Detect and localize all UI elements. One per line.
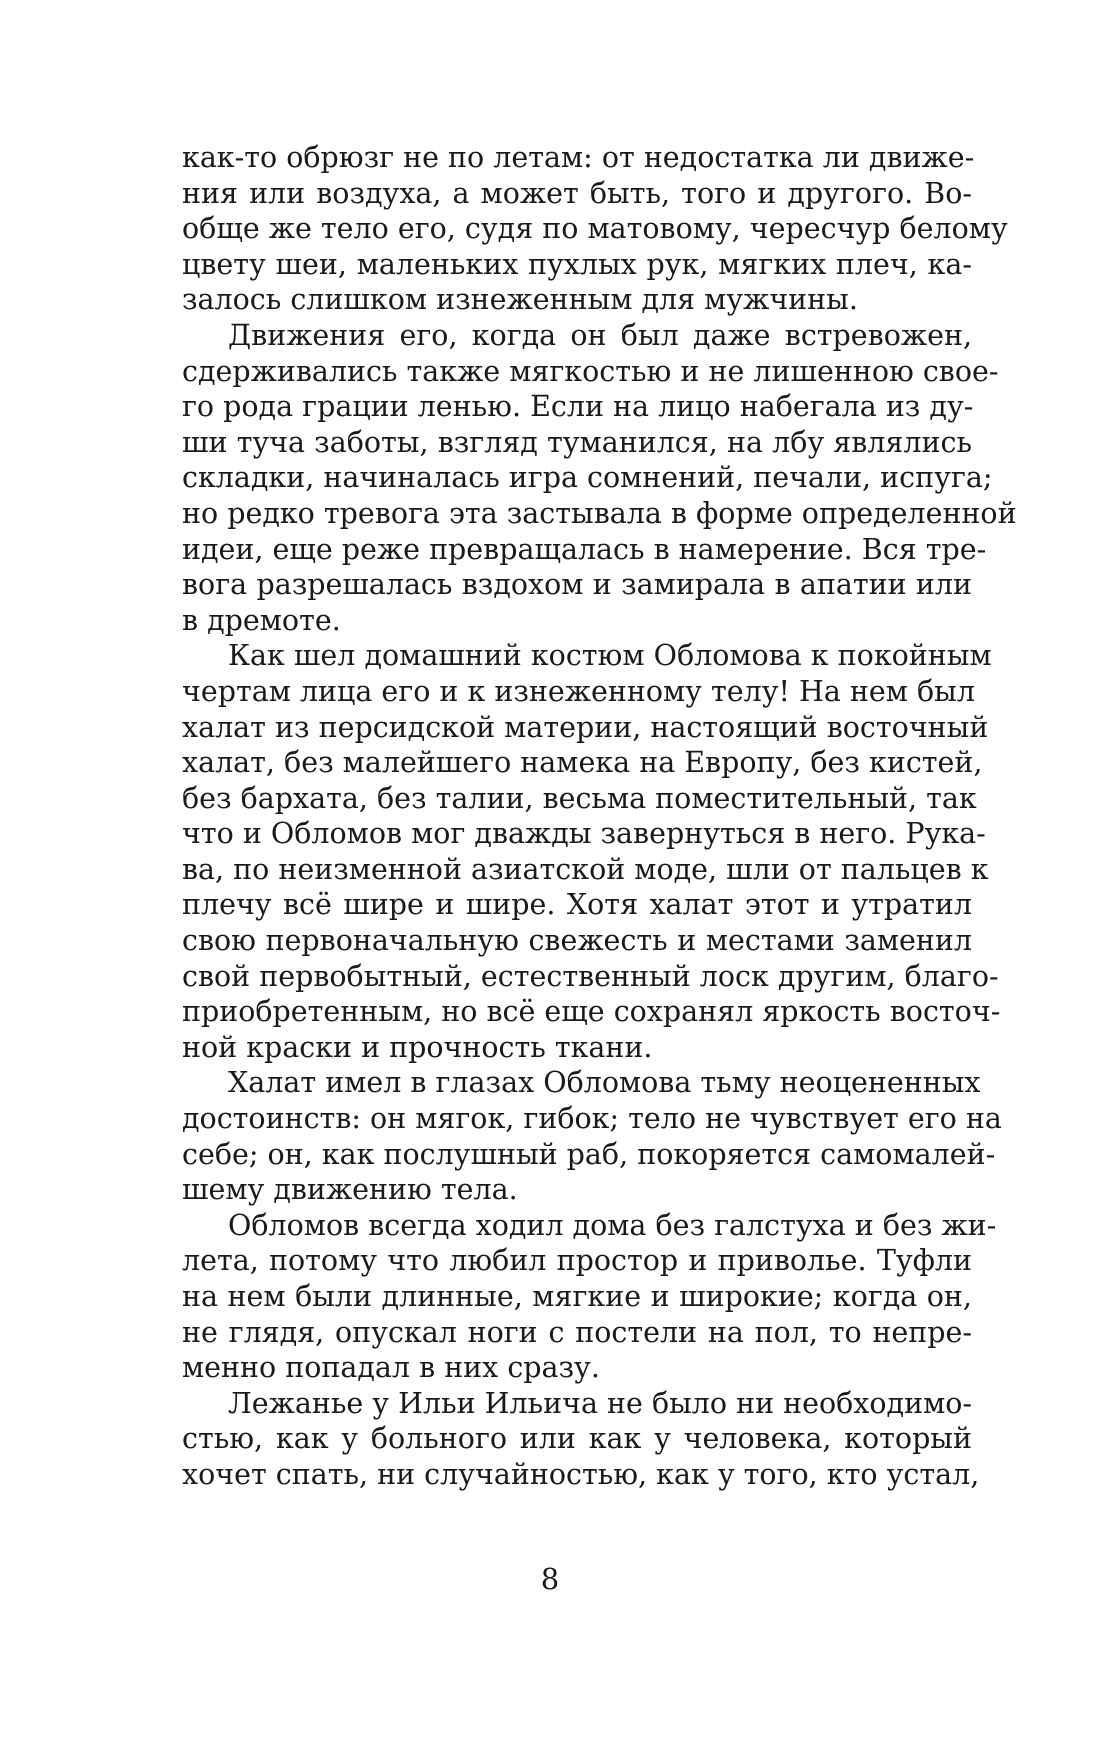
text-line: свою первоначальную свежесть и местами заменил — [182, 924, 972, 958]
text-line: в дремоте. — [182, 603, 341, 637]
text-line: достоинств: он мягок, гибок; тело не чувствует его на — [182, 1102, 1002, 1136]
text-line: чертам лица его и к изнеженному телу! На нем был — [182, 674, 975, 708]
text-line: плечу всё шире и шире. Хотя халат этот и утратил — [182, 888, 972, 922]
text-line: шему движению тела. — [182, 1173, 518, 1207]
text-line: стью, как у больного или как у человека, который — [182, 1422, 972, 1456]
text-line: сдерживались также мягкостью и не лишенною свое- — [182, 354, 999, 388]
text-line: Обломов всегда ходил дома без галстуха и без жи- — [228, 1208, 997, 1242]
text-line: халат из персидской материи, настоящий восточный — [182, 710, 989, 744]
text-line: ния или воздуха, а может быть, того и другого. Во- — [182, 176, 972, 210]
text-line: цвету шеи, маленьких пухлых рук, мягких плеч, ка- — [182, 247, 972, 281]
paragraph — [182, 638, 1001, 1065]
text-line: складки, начиналась игра сомнений, печали, испуга; — [182, 461, 993, 495]
text-line: менно попадал в них сразу. — [182, 1351, 600, 1385]
text-line: ши туча заботы, взгляд туманился, на лбу являлись — [182, 425, 972, 459]
paragraph — [182, 1386, 980, 1493]
paragraph — [182, 1208, 997, 1386]
text-line: го рода грации ленью. Если на лицо набегала из ду- — [182, 390, 974, 424]
text-line: ва, по неизменной азиатской моде, шли от пальцев к — [182, 852, 989, 886]
page-number: 8 — [540, 1562, 560, 1596]
text-line: себе; он, как послушный раб, покоряется самомалей- — [182, 1137, 996, 1171]
text-line: идеи, еще реже превращалась в намерение. Вся тре- — [182, 532, 987, 566]
paragraph — [182, 140, 1008, 318]
text-line: свой первобытный, естественный лоск другим, благо- — [182, 959, 999, 993]
text-line: Как шел домашний костюм Обломова к покойным — [228, 639, 992, 673]
text-line: что и Обломов мог дважды завернуться в него. Рука- — [182, 817, 986, 851]
text-line: приобретенным, но всё еще сохранял яркость восточ- — [182, 995, 1001, 1029]
text-line: хочет спать, ни случайностью, как у того, кто устал, — [182, 1457, 980, 1491]
text-line: Движения его, когда он был даже встревожен, — [228, 318, 972, 352]
text-line: Халат имел в глазах Обломова тьму неоцененных — [228, 1066, 981, 1100]
text-line: на нем были длинные, мягкие и широкие; когда он, — [182, 1280, 972, 1313]
text-line: лета, потому что любил простор и приволье. Туфли — [182, 1244, 972, 1278]
text-line: обще же тело его, судя по матовому, чересчур белому — [182, 212, 1008, 246]
paragraph — [182, 1065, 1002, 1207]
text-line: Лежанье у Ильи Ильича не было ни необходимо- — [228, 1386, 973, 1420]
text-line: но редко тревога эта застывала в форме определенной — [182, 496, 1017, 530]
text-line: залось слишком изнеженным для мужчины. — [182, 283, 858, 317]
text-line: вога разрешалась вздохом и замирала в апатии или — [182, 568, 972, 602]
text-line: без бархата, без талии, весьма поместительный, так — [182, 781, 977, 815]
paragraph — [182, 318, 1017, 638]
text-line: ной краски и прочность ткани. — [182, 1030, 653, 1064]
text-line: как-то обрюзг не по летам: от недостатка ли движе- — [182, 141, 975, 174]
text-line: халат, без малейшего намека на Европу, без кистей, — [182, 746, 983, 780]
text-line: не глядя, опускал ноги с постели на пол, то непре- — [182, 1315, 972, 1349]
body-text — [182, 140, 1017, 1493]
